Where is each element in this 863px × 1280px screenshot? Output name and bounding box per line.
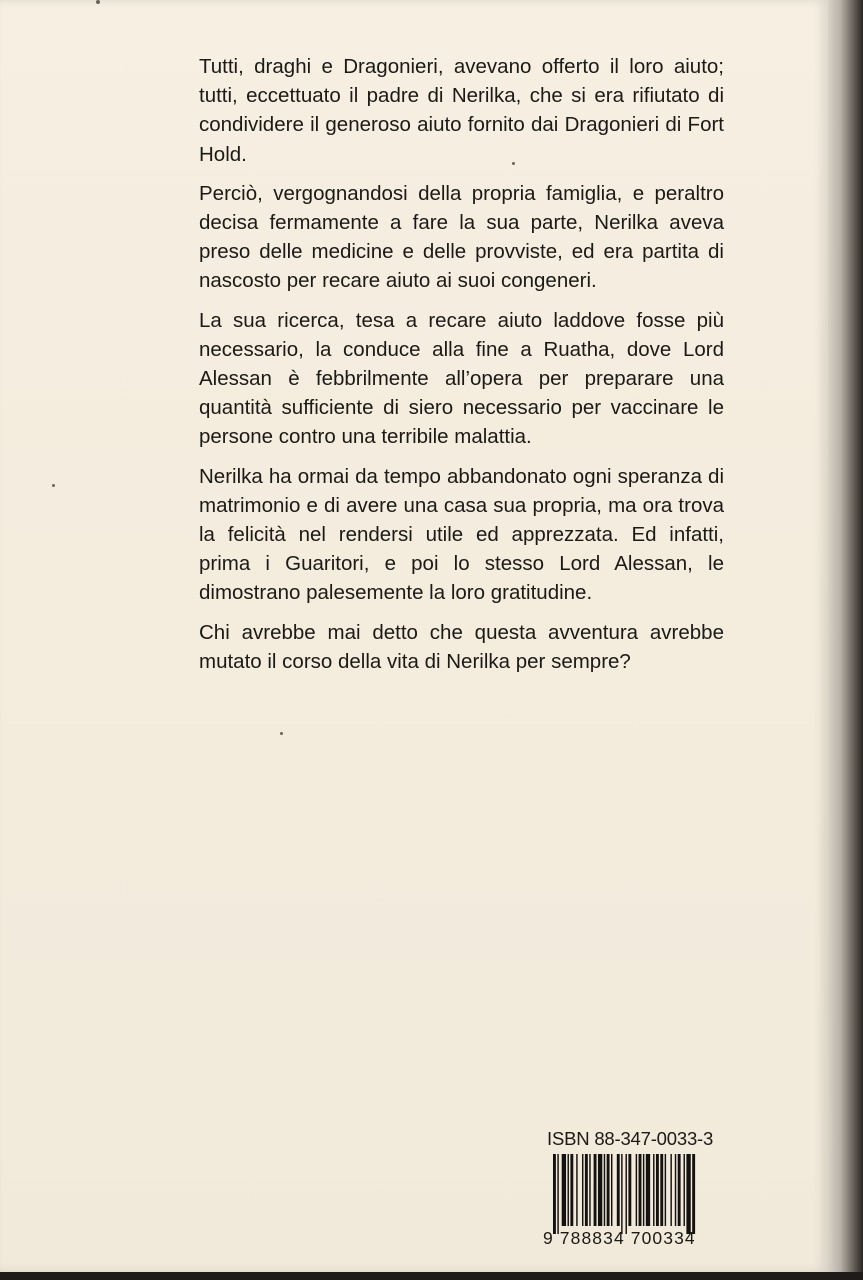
barcode-bar [646, 1154, 650, 1226]
barcode-bar [692, 1154, 695, 1234]
barcode-bar [653, 1154, 654, 1226]
barcode-bar [562, 1154, 566, 1226]
barcode-bar [617, 1154, 620, 1226]
speck [280, 732, 283, 735]
speck [96, 0, 100, 4]
barcode-bar [582, 1154, 583, 1226]
barcode-bar [643, 1154, 644, 1226]
barcode-bar [585, 1154, 588, 1226]
barcode-bar [628, 1154, 631, 1226]
blurb-paragraph-3: La sua ricerca, tesa a recare aiuto laddove fosse più necessario, la conduce alla fine a Ruatha, dove Lord Alessan è febbrilmente all’opera per preparare una quantità sufficiente di siero necessario per vaccinare le persone contro una terribile malattia. [199, 308, 724, 449]
barcode-bar [594, 1154, 597, 1226]
spine-edge [828, 0, 863, 1280]
barcode-bar [626, 1154, 627, 1234]
isbn-label: ISBN 88-347-0033-3 [547, 1128, 714, 1149]
barcode-bar [576, 1154, 577, 1226]
speck [52, 484, 55, 487]
isbn-block [543, 1128, 727, 1252]
blurb-text [199, 52, 724, 686]
barcode-bar [607, 1154, 610, 1226]
barcode-bar [604, 1154, 605, 1226]
barcode-bar [598, 1154, 602, 1226]
barcode-digits: 9 788834 700334 [543, 1228, 696, 1248]
bottom-edge [0, 1272, 863, 1280]
barcode-bar [660, 1154, 663, 1226]
blurb-paragraph-4: Nerilka ha ormai da tempo abbandonato ogni speranza di matrimonio e di avere una casa sua propria, ma ora trova la felicità nel rendersi utile ed apprezzata. Ed infatti, prima i Guaritori, e poi lo stesso Lord Alessan, le dimostrano palesemente la loro gratitudine. [199, 464, 724, 605]
speck [512, 162, 515, 165]
barcode-bar [553, 1154, 556, 1234]
barcode-bar [686, 1154, 690, 1234]
barcode-bar [557, 1154, 558, 1234]
blurb-paragraph-5: Chi avrebbe mai detto che questa avventura avrebbe mutato il corso della vita di Nerilka per sempre? [199, 620, 724, 673]
barcode-bar [621, 1154, 622, 1234]
barcode-bar [636, 1154, 637, 1226]
barcode-bar [570, 1154, 573, 1226]
barcode-bar [670, 1154, 671, 1226]
barcode-bar [611, 1154, 612, 1226]
barcode-bar [675, 1154, 676, 1226]
barcode-bar [568, 1154, 569, 1226]
barcode-bar [684, 1154, 685, 1226]
blurb-paragraph-1: Tutti, draghi e Dragonieri, avevano offerto il loro aiuto; tutti, eccettuato il padre di Nerilka, che si era rifiutato di condividere il generoso aiuto fornito dai Dragonieri di Fort Hold. [199, 55, 724, 166]
barcode-bar [665, 1154, 666, 1226]
barcode-bar [589, 1154, 590, 1226]
barcode-bar [639, 1154, 642, 1226]
barcode [543, 1152, 727, 1252]
barcode-bar [678, 1154, 681, 1226]
blurb-paragraph-2: Perciò, vergognandosi della propria famiglia, e peraltro decisa fermamente a fare la sua parte, Nerilka aveva preso delle medicine e delle provviste, ed era partita di nascosto per recare aiuto ai suoi congeneri. [199, 181, 724, 293]
barcode-bar [656, 1154, 659, 1226]
